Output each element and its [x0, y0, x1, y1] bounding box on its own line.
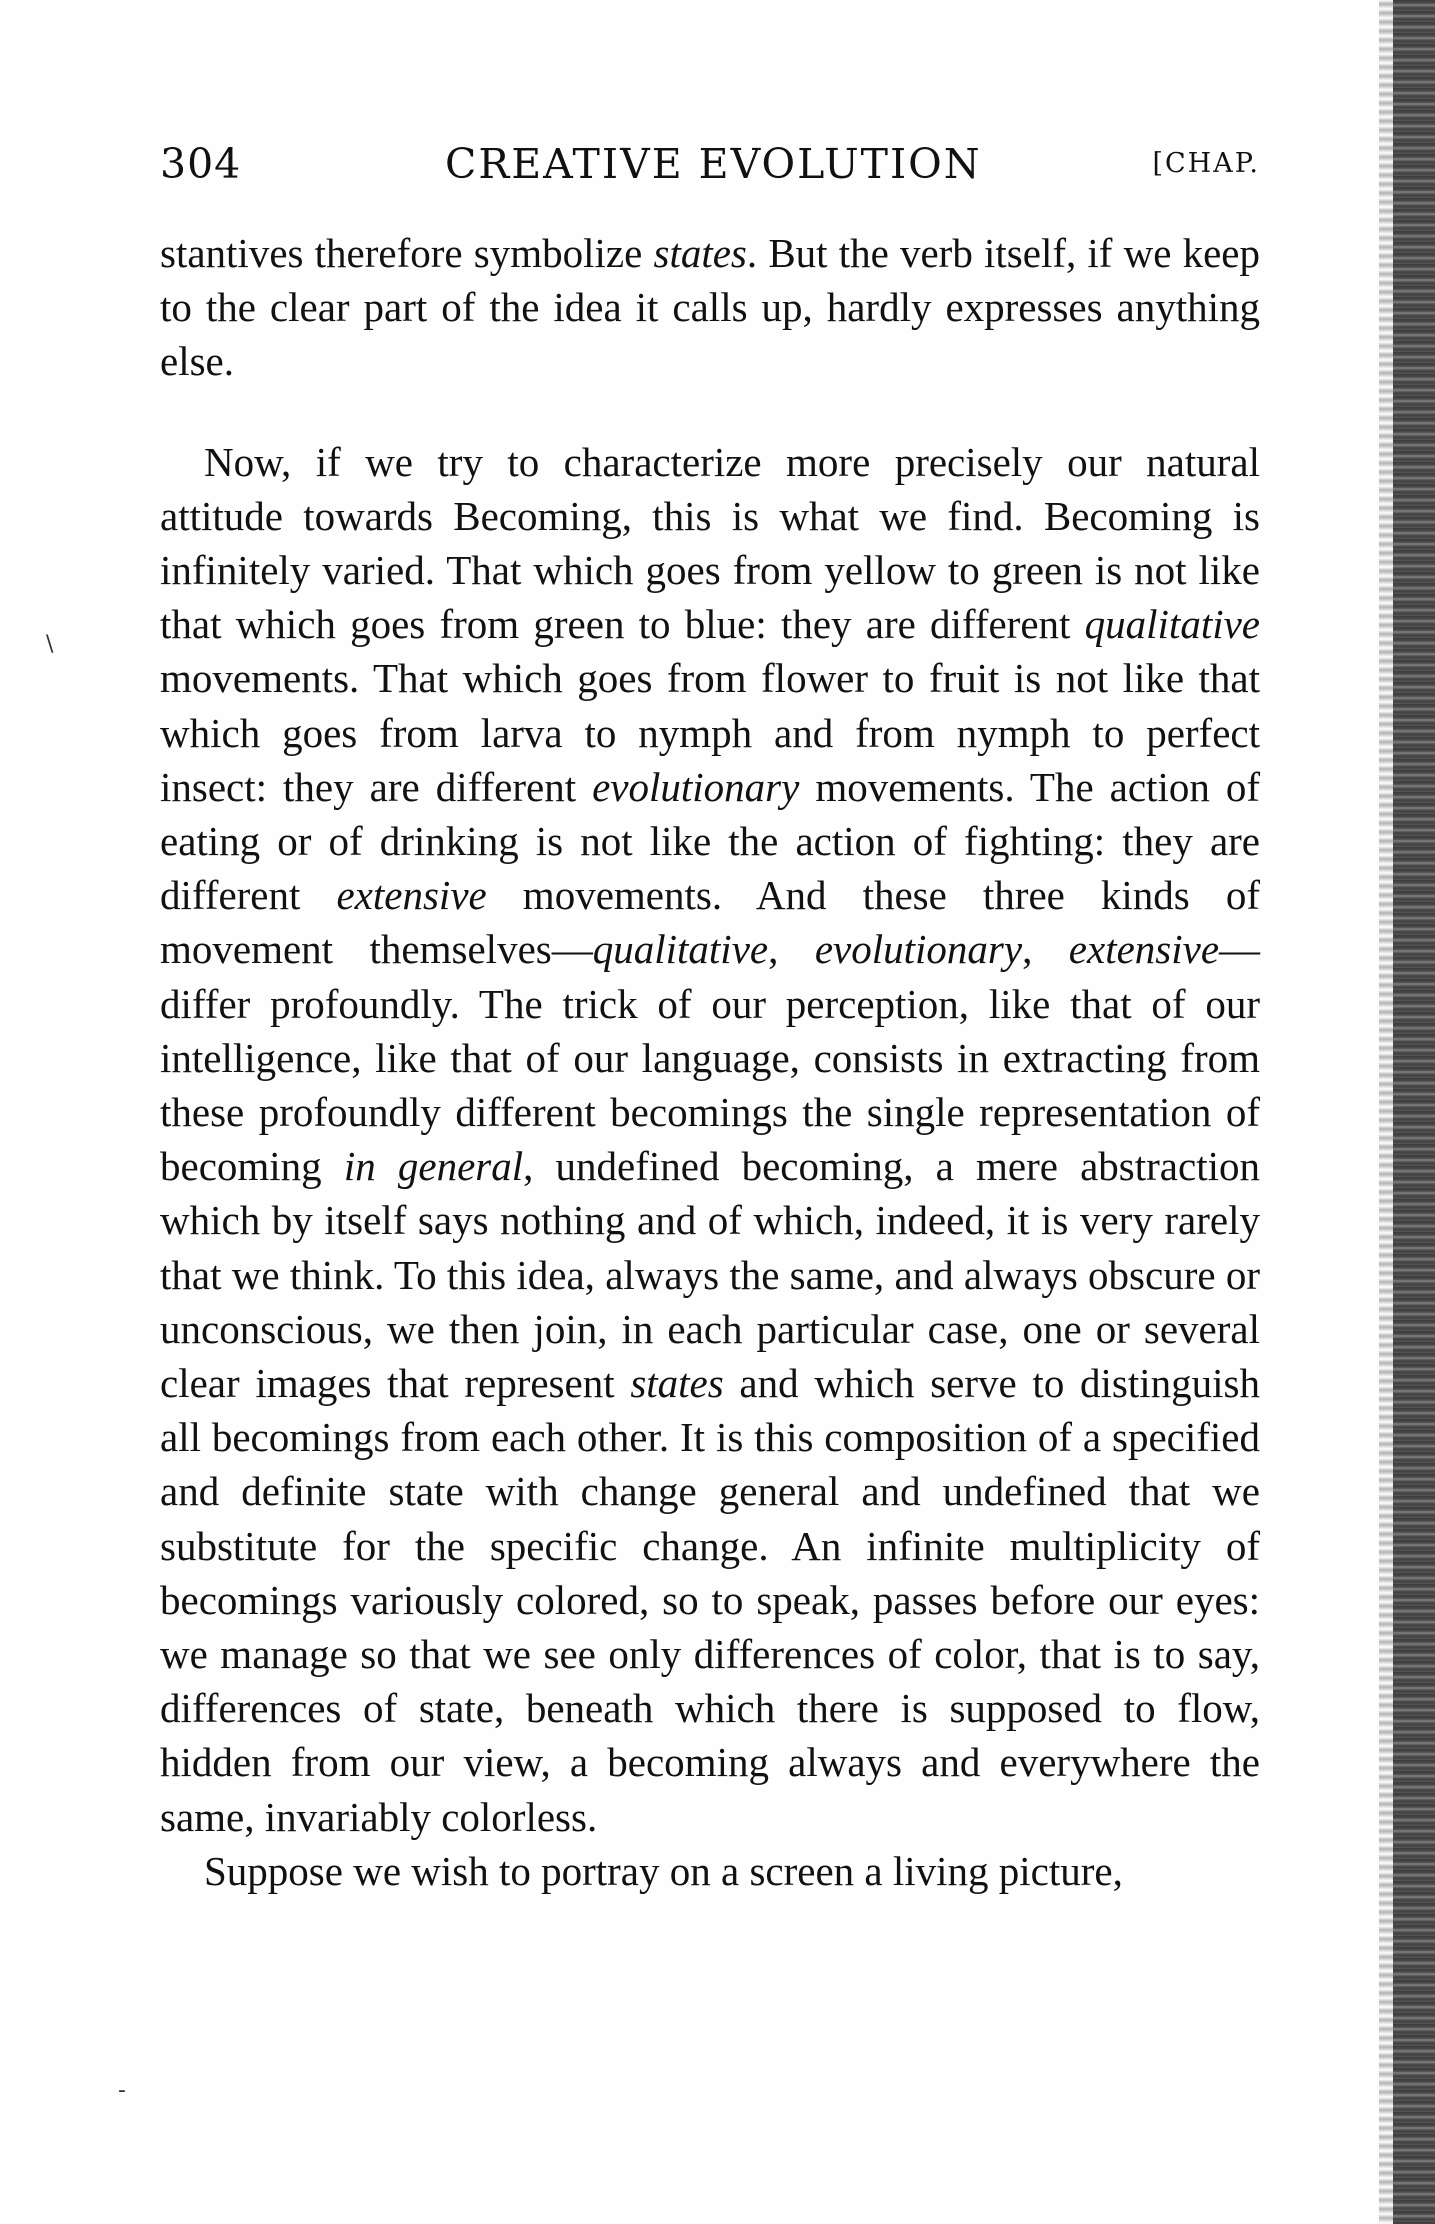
page-number: 304	[160, 140, 242, 188]
running-title: CREATIVE EVOLUTION	[445, 140, 982, 188]
paragraph-becoming: Now, if we try to characterize more precisely our natural attitude towards Becoming, this is what we find. Becoming is infinitely varied. That which goes from yellow to green is not like that which goes from green to blue: they are different qualitative movements. That which goes from flower to fruit is not like that which goes from larva to nymph and from nymph to perfect insect: they are different evolutionary movements. The action of eating or of drinking is not like the action of fighting: they are different extensive movements. And these three kinds of movement themselves—qualitative, evolutionary, extensive—differ profoundly. The trick of our perception, like that of our intelligence, like that of our language, consists in extracting from these profoundly different becomings the single representation of becoming in general, undefined becoming, a mere abstraction which by itself says nothing and of which, indeed, it is very rarely that we think. To this idea, always the same, and always obscure or unconscious, we then join, in each particular case, one or several clear images that represent states and which serve to distinguish all becomings from each other. It is this composition of a specified and definite state with change general and undefined that we substitute for the specific change. An infinite multiplicity of becomings variously colored, so to speak, passes before our eyes: we manage so that we see only differences of color, that is to say, differences of state, beneath which there is supposed to flow, hidden from our view, a becoming always and everywhere the same, invariably colorless.	[160, 438, 1261, 1840]
margin-mark: \	[46, 632, 54, 657]
paragraph-continuation: stantives therefore symbolize states. But the verb itself, if we keep to the clear part of the idea it calls up, hardly expresses anything else.	[160, 230, 1261, 385]
body-text	[160, 226, 1260, 1898]
paragraph-screen-picture: Suppose we wish to portray on a screen a living picture,	[204, 1847, 1123, 1894]
chapter-abbreviation: [CHAP.	[1152, 148, 1260, 179]
scan-edge-shadow	[1393, 0, 1435, 2224]
running-header	[160, 140, 1270, 200]
paragraph-gap	[160, 389, 1260, 435]
margin-mark: -	[118, 2078, 126, 2103]
